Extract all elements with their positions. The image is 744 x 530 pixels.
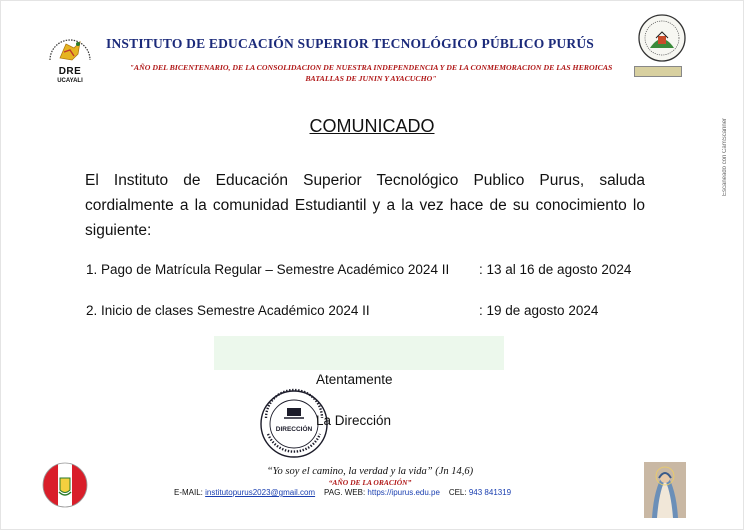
virgin-mary-image-icon xyxy=(644,462,686,518)
bible-quote: “Yo soy el camino, la verdad y la vida” (Jn 14,6) xyxy=(266,466,474,477)
dre-emblem-icon xyxy=(44,30,96,70)
signatory-text: La Dirección xyxy=(316,413,392,428)
phone-label: CEL: xyxy=(448,488,467,497)
contact-line xyxy=(174,488,594,497)
institute-name: INSTITUTO DE EDUCACIÓN SUPERIOR TECNOLÓGICO PÚBLICO PURÚS xyxy=(106,36,594,51)
web-link[interactable]: https://ipurus.edu.pe xyxy=(367,488,440,497)
peru-flag-seal-icon xyxy=(42,462,88,508)
footer-year-motto: “AÑO DE LA ORACIÓN” xyxy=(328,478,412,487)
crest-icon xyxy=(636,12,688,64)
dre-label: DRE xyxy=(58,66,82,77)
list-item-classes: 2. Inicio de clases Semestre Académico 2024 II xyxy=(86,303,370,318)
faint-watermark-band xyxy=(214,336,504,370)
email-label: E-MAIL: xyxy=(174,488,203,497)
year-motto: "AÑO DEL BICENTENARIO, DE LA CONSOLIDACION DE NUESTRA INDEPENDENCIA Y DE LA CONMEMORACION DE LAS HEROICAS BATALLAS DE JUNIN Y AYACUCHO" xyxy=(129,63,613,83)
list-item-enrollment-date: : 13 al 16 de agosto 2024 xyxy=(479,262,632,277)
crest-banner xyxy=(634,66,682,77)
list-item-classes-date: : 19 de agosto 2024 xyxy=(479,303,599,318)
web-label: PAG. WEB: xyxy=(323,488,366,497)
phone-number: 943 841319 xyxy=(468,488,512,497)
farewell-text: Atentamente xyxy=(316,372,393,387)
institute-crest xyxy=(636,12,688,64)
stamp-center-text: DIRECCIÓN xyxy=(275,426,313,433)
ucayali-label: UCAYALI xyxy=(57,78,83,84)
camscanner-mark: Escaneado con CamScanner xyxy=(722,117,728,196)
list-item-enrollment: 1. Pago de Matrícula Regular – Semestre Académico 2024 II xyxy=(86,262,450,277)
email-link[interactable]: institutopurus2023@gmail.com xyxy=(205,488,316,497)
page-title: COMUNICADO xyxy=(309,116,435,136)
intro-paragraph: El Instituto de Educación Superior Tecnológico Publico Purus, saluda cordialmente a la comunidad Estudiantil y a la vez hace de su conocimiento lo siguiente: xyxy=(85,172,645,239)
dre-ucayali-logo xyxy=(44,30,96,100)
